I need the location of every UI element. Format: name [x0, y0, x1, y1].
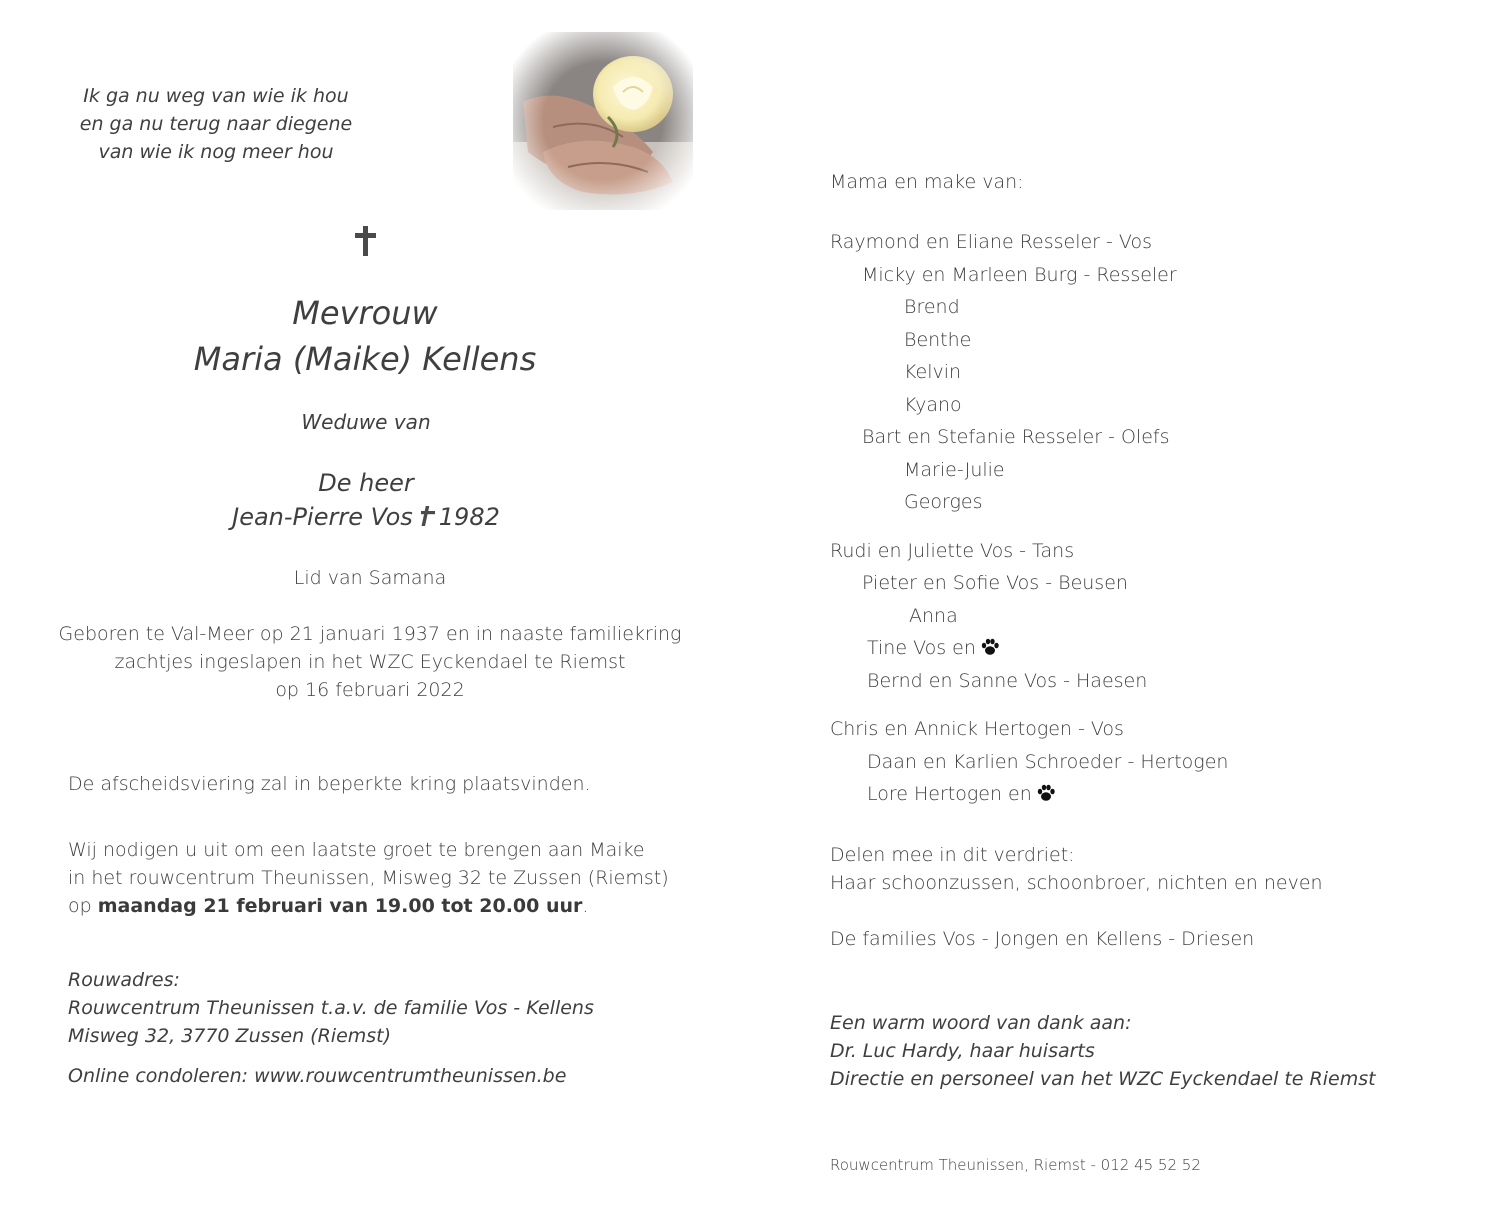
- mourning-address-label: Rouwadres:: [68, 969, 180, 991]
- birth-death-line: Geboren te Val-Meer op 21 januari 1937 en in naaste familiekring: [58, 623, 682, 645]
- family-grandchild: Georges: [904, 491, 983, 513]
- sharing-label: Delen mee in dit verdriet:: [830, 844, 1075, 866]
- mourning-address-line: Rouwcentrum Theunissen t.a.v. de familie Vos - Kellens: [68, 997, 594, 1019]
- family-heading: Mama en make van:: [830, 171, 1024, 193]
- widow-label: Weduwe van: [301, 410, 431, 434]
- thanks-block: [830, 1009, 1376, 1093]
- farewell-text: De afscheidsviering zal in beperkte kring plaatsvinden.: [68, 773, 591, 795]
- family-child: Pieter en Sofie Vos - Beusen: [862, 572, 1128, 594]
- family-grandchild: Anna: [909, 604, 958, 627]
- spouse-title: De heer: [318, 469, 414, 497]
- family-grandchild: Brend: [904, 296, 960, 318]
- cross-icon: [350, 224, 382, 258]
- spouse-name: Jean-Pierre Vos: [232, 503, 413, 531]
- invitation-prefix: op: [68, 895, 92, 917]
- spouse-block: [116, 466, 616, 534]
- cross-icon: [419, 505, 437, 527]
- paw-icon: [1036, 784, 1056, 802]
- family-grandchild: Benthe: [904, 328, 972, 351]
- family-list: [830, 226, 1228, 811]
- family-grandchild: Kyano: [904, 393, 962, 416]
- family-child-with-pet: [830, 778, 1228, 811]
- online-condolences: Online condoleren: www.rouwcentrumtheunissen.be: [68, 1065, 567, 1087]
- birth-death-line: zachtjes ingeslapen in het WZC Eyckendael te Riemst: [114, 651, 626, 673]
- birth-death-line: op 16 februari 2022: [275, 679, 465, 701]
- sharing-relatives: Haar schoonzussen, schoonbroer, nichten en neven: [830, 872, 1323, 894]
- family-grandchild: Bernd en Sanne Vos - Haesen: [867, 669, 1148, 692]
- invitation-line: Wij nodigen u uit om een laatste groet te brengen aan Maike: [68, 839, 645, 861]
- family-head: Rudi en Juliette Vos - Tans: [830, 539, 1075, 562]
- invitation-date-time: maandag 21 februari van 19.00 tot 20.00 uur: [97, 895, 583, 917]
- footer-funeral-home: Rouwcentrum Theunissen, Riemst - 012 45 52 52: [830, 1156, 1201, 1174]
- thanks-line: Directie en personeel van het WZC Eyckendael te Riemst: [830, 1068, 1376, 1090]
- mourning-address: [68, 966, 788, 1050]
- invitation-suffix: .: [582, 895, 589, 917]
- sharing-block: [830, 841, 1323, 897]
- thanks-line: Dr. Luc Hardy, haar huisarts: [830, 1040, 1095, 1062]
- deceased-name-block: [115, 290, 615, 382]
- mourning-address-line: Misweg 32, 3770 Zussen (Riemst): [68, 1025, 392, 1047]
- invitation-text: [68, 836, 788, 920]
- family-head: Raymond en Eliane Resseler - Vos: [830, 231, 1152, 253]
- invitation-line: in het rouwcentrum Theunissen, Misweg 32 te Zussen (Riemst): [68, 867, 669, 889]
- family-child: Daan en Karlien Schroeder - Hertogen: [867, 750, 1229, 773]
- family-head: Chris en Annick Hertogen - Vos: [830, 718, 1124, 740]
- thanks-label: Een warm woord van dank aan:: [830, 1012, 1132, 1034]
- hands-rose-photo: [513, 32, 693, 210]
- family-child: Lore Hertogen en: [867, 783, 1032, 805]
- deceased-title: Mevrouw: [292, 294, 438, 332]
- family-grandchild: Marie-Julie: [904, 458, 1005, 481]
- invitation-line: [68, 892, 788, 920]
- poem-line: Ik ga nu weg van wie ik hou: [83, 85, 349, 107]
- paw-icon: [980, 638, 1000, 656]
- sharing-families: De families Vos - Jongen en Kellens - Driesen: [830, 928, 1255, 950]
- family-grandchild: Kelvin: [904, 361, 962, 383]
- spouse-line: [116, 500, 616, 534]
- birth-death-text: [50, 620, 690, 704]
- poem-line: van wie ik nog meer hou: [98, 141, 334, 163]
- family-grandchild-with-pet: [830, 632, 1228, 665]
- family-child: Micky en Marleen Burg - Resseler: [862, 263, 1177, 286]
- family-child: Bart en Stefanie Resseler - Olefs: [862, 426, 1170, 448]
- poem: [60, 82, 372, 166]
- membership: Lid van Samana: [293, 567, 447, 589]
- family-grandchild: Tine Vos en: [867, 637, 976, 659]
- deceased-name: Maria (Maike) Kellens: [193, 340, 537, 378]
- spouse-death-year: 1982: [438, 503, 500, 531]
- poem-line: en ga nu terug naar diegene: [79, 113, 353, 135]
